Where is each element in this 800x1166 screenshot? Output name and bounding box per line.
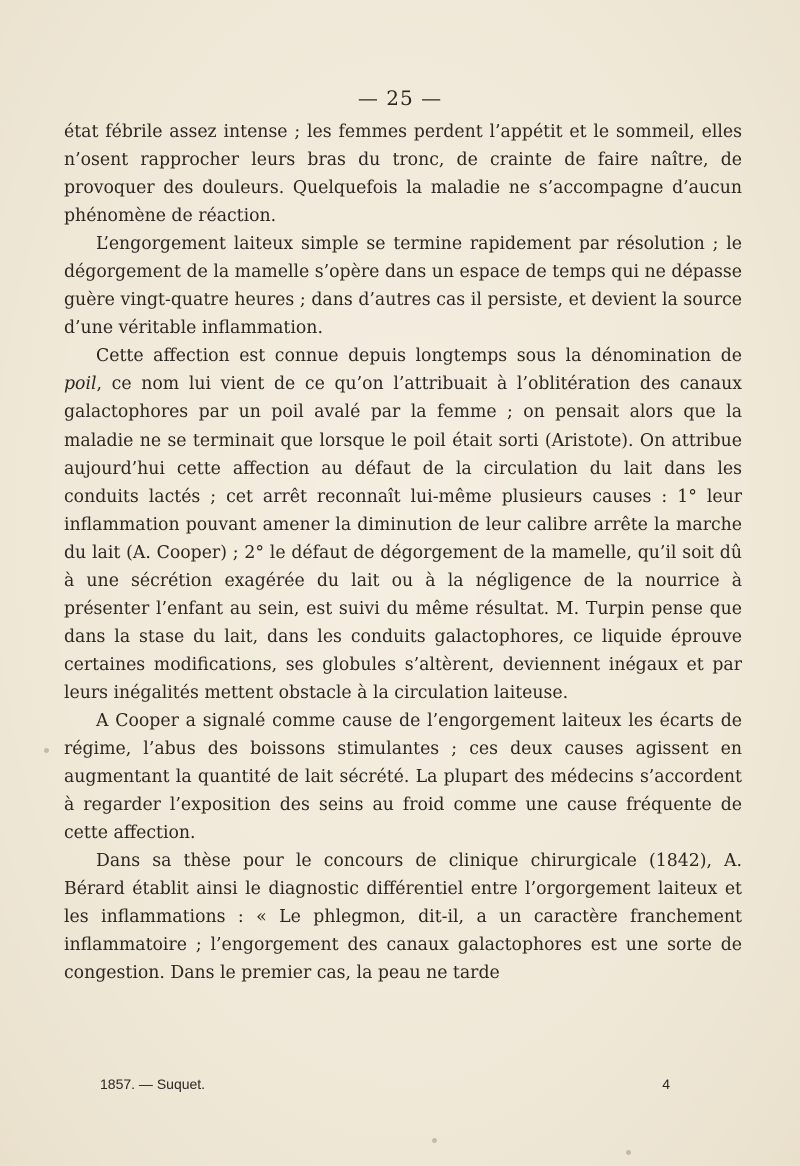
footer-sheet-number: 4 [662, 1076, 670, 1092]
paragraph-4: A Cooper a signalé comme cause de l’engorgement laiteux les écarts de régime, l’abus des boissons stimulantes ; ces deux causes agissent en augmentant la quantité de lait sécrété. La plupart des médecins s’accordent à regarder l’exposition des seins au froid comme une cause fréquente de cette affection. [64, 710, 742, 844]
page-footer [100, 1076, 670, 1092]
page-number: — 25 — [357, 86, 443, 110]
paragraph-2: L’engorgement laiteux simple se termine rapidement par résolution ; le dégorgement de la mamelle s’opère dans un espace de temps qui ne dépasse guère vingt-quatre heures ; dans d’autres cas il persiste, et devient la source d’une véritable inflammation. [64, 234, 742, 339]
paragraph-3 [64, 342, 742, 707]
footer-signature: 1857. — Suquet. [100, 1076, 206, 1092]
italic-term: poil [64, 374, 97, 395]
paper-speck [626, 1150, 631, 1155]
paragraph-3-rest: , ce nom lui vient de ce qu’on l’attribuait à l’oblitération des canaux galactophores par un poil avalé par la femme ; on pensait alors que la maladie ne se terminait que lorsque le poil était sorti (Aristote). On attribue aujourd’hui cette affection au défaut de la circulation du lait dans les conduits lactés ; cet arrêt reconnaît lui-même plusieurs causes : 1° leur inflammation pouvant amener la diminution de leur calibre arrête la marche du lait (A. Cooper) ; 2° le défaut de dégorgement de la mamelle, qu’il soit dû à une sécrétion exagérée du lait ou à la négligence de la nourrice à présenter l’enfant au sein, est suivi du même résultat. M. Turpin pense que dans la stase du lait, dans les conduits galactophores, ce liquide éprouve certaines modifications, ses globules s’altèrent, deviennent inégaux et par leurs inégalités mettent obstacle à la circulation laiteuse. [64, 374, 742, 703]
paper-speck [44, 748, 49, 753]
paragraph-3-start: Cette affection est connue depuis longtemps sous la dénomination de [96, 346, 742, 367]
paragraph-5: Dans sa thèse pour le concours de clinique chirurgicale (1842), A. Bérard établit ainsi le diagnostic différentiel entre l’orgorgement laiteux et les inflammations : « Le phlegmon, dit-il, a un caractère franchement inflammatoire ; l’engorgement des canaux galactophores est une sorte de congestion. Dans le premier cas, la peau ne tarde [64, 851, 742, 984]
paper-speck [432, 1138, 437, 1143]
body-text [64, 118, 742, 987]
paragraph-1: état fébrile assez intense ; les femmes perdent l’appétit et le sommeil, elles n’osent rapprocher leurs bras du tronc, de crainte de faire naître, de provoquer des douleurs. Quelquefois la maladie ne s’accompagne d’aucun phénomène de réaction. [64, 122, 742, 227]
